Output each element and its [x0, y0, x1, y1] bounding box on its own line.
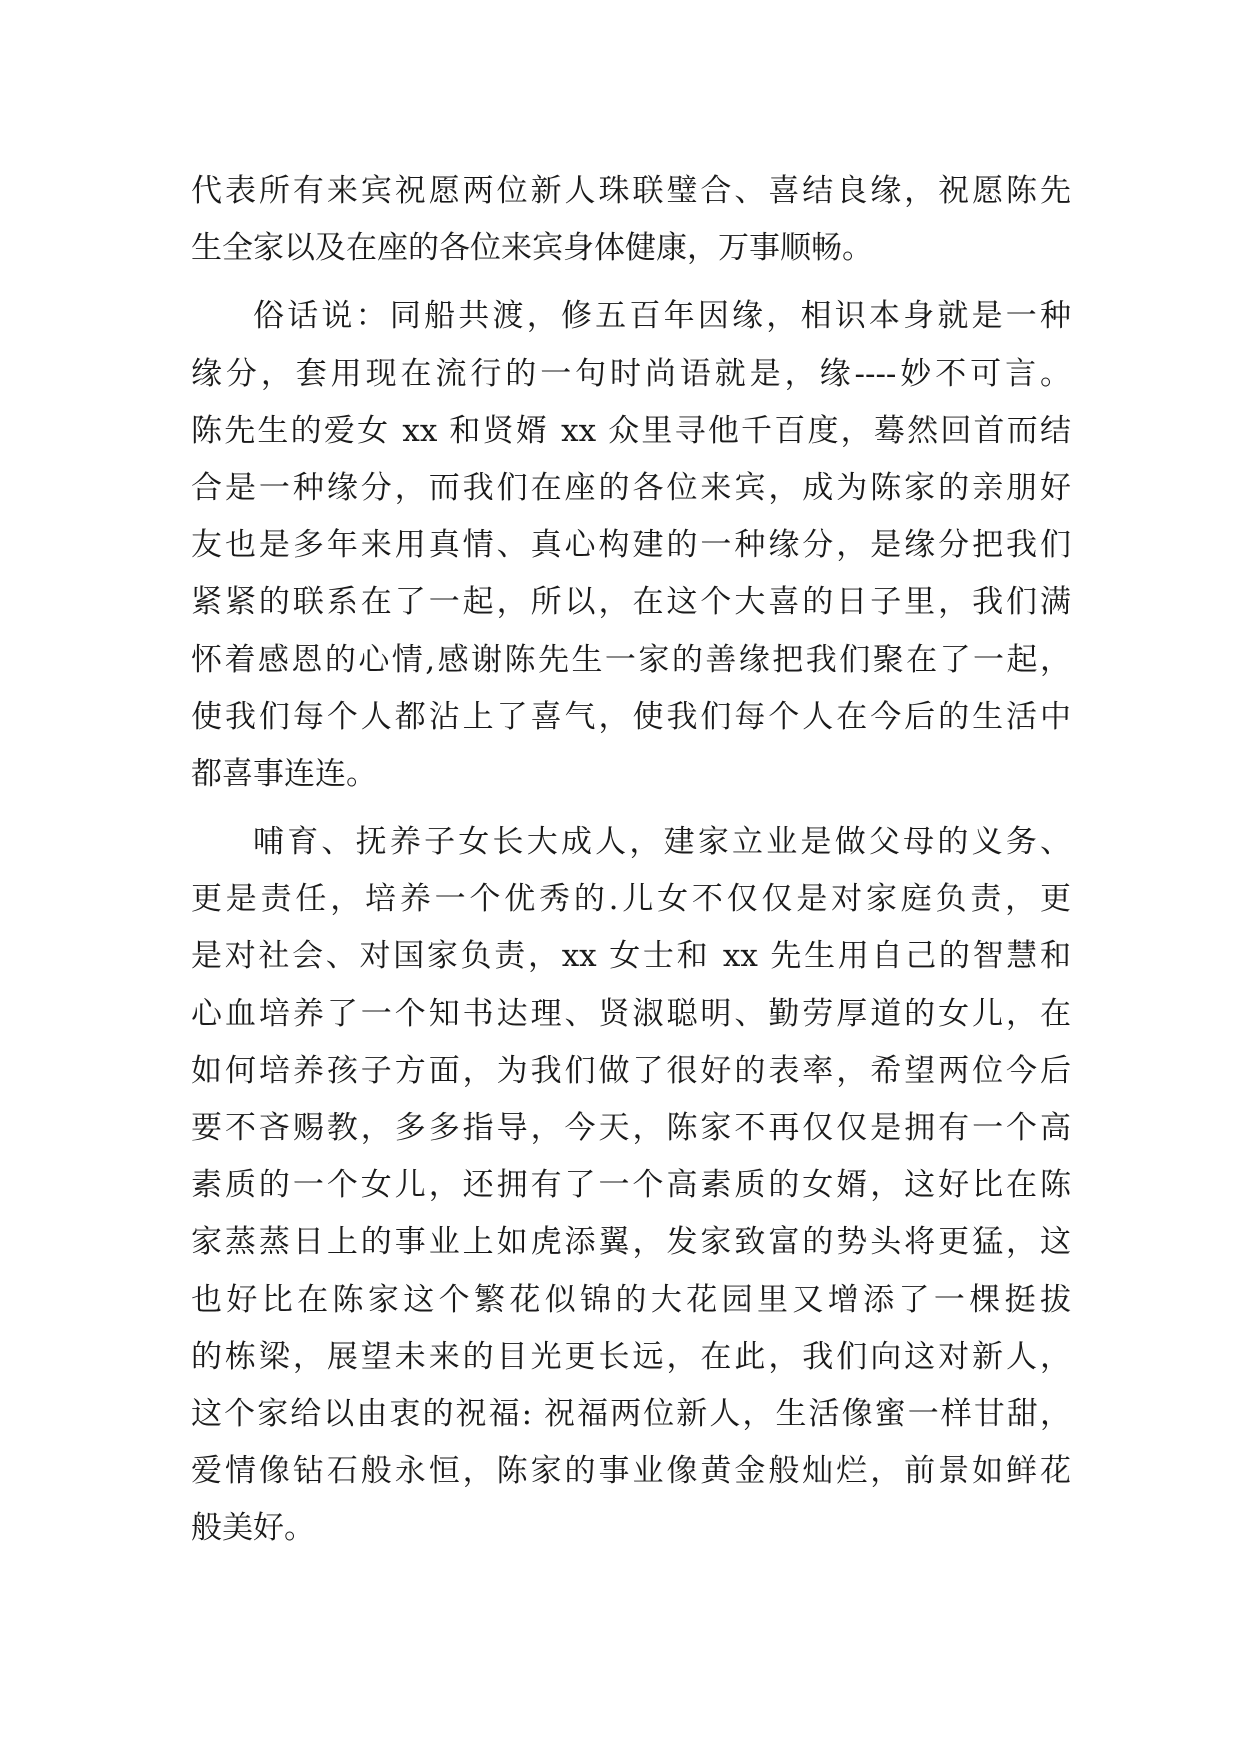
text-line: 爱情像钻石般永恒，陈家的事业像黄金般灿烂，前景如鲜花	[191, 1453, 1071, 1490]
paragraph-3	[191, 814, 1071, 1557]
text-line: 更是责任，培养一个优秀的.儿女不仅仅是对家庭负责，更	[191, 881, 1071, 918]
text-line: 代表所有来宾祝愿两位新人珠联璧合、喜结良缘，祝愿陈先	[191, 173, 1071, 209]
text-line: 合是一种缘分，而我们在座的各位来宾，成为陈家的亲朋好	[191, 469, 1071, 506]
paragraph-2	[191, 288, 1071, 803]
text-line: 陈先生的爱女 xx 和贤婿 xx 众里寻他千百度，蓦然回首而结	[191, 412, 1071, 449]
text-line: 素质的一个女儿，还拥有了一个高素质的女婿，这好比在陈	[191, 1167, 1071, 1204]
text-line: 家蒸蒸日上的事业上如虎添翼，发家致富的势头将更猛，这	[191, 1224, 1071, 1261]
text-line: 紧紧的联系在了一起，所以，在这个大喜的日子里，我们满	[191, 584, 1071, 621]
text-line: 也好比在陈家这个繁花似锦的大花园里又增添了一棵挺拔	[191, 1281, 1071, 1318]
text-line: 哺育、抚养子女长大成人，建家立业是做父母的义务、	[253, 824, 1071, 861]
text-line: 使我们每个人都沾上了喜气，使我们每个人在今后的生活中	[191, 698, 1071, 735]
text-line: 这个家给以由衷的祝福: 祝福两位新人，生活像蜜一样甘甜，	[191, 1395, 1071, 1432]
text-line: 心血培养了一个知书达理、贤淑聪明、勤劳厚道的女儿，在	[191, 995, 1071, 1032]
text-line: 都喜事连连。	[191, 755, 377, 792]
text-line: 般美好。	[191, 1510, 315, 1547]
text-line: 如何培养孩子方面，为我们做了很好的表率，希望两位今后	[191, 1052, 1071, 1089]
document-body	[191, 163, 1071, 1558]
text-line: 是对社会、对国家负责，xx 女士和 xx 先生用自己的智慧和	[191, 938, 1071, 975]
text-line: 怀着感恩的心情,感谢陈先生一家的善缘把我们聚在了一起，	[191, 641, 1071, 678]
text-line: 友也是多年来用真情、真心构建的一种缘分，是缘分把我们	[191, 527, 1071, 564]
text-line: 缘分，套用现在流行的一句时尚语就是，缘----妙不可言。	[191, 355, 1071, 392]
text-line: 要不吝赐教，多多指导，今天，陈家不再仅仅是拥有一个高	[191, 1110, 1071, 1146]
text-line: 的栋梁，展望未来的目光更长远，在此，我们向这对新人，	[191, 1338, 1071, 1375]
paragraph-1	[191, 163, 1071, 277]
text-line: 俗话说：同船共渡，修五百年因缘，相识本身就是一种	[253, 298, 1071, 335]
text-line: 生全家以及在座的各位来宾身体健康，万事顺畅。	[191, 230, 873, 267]
